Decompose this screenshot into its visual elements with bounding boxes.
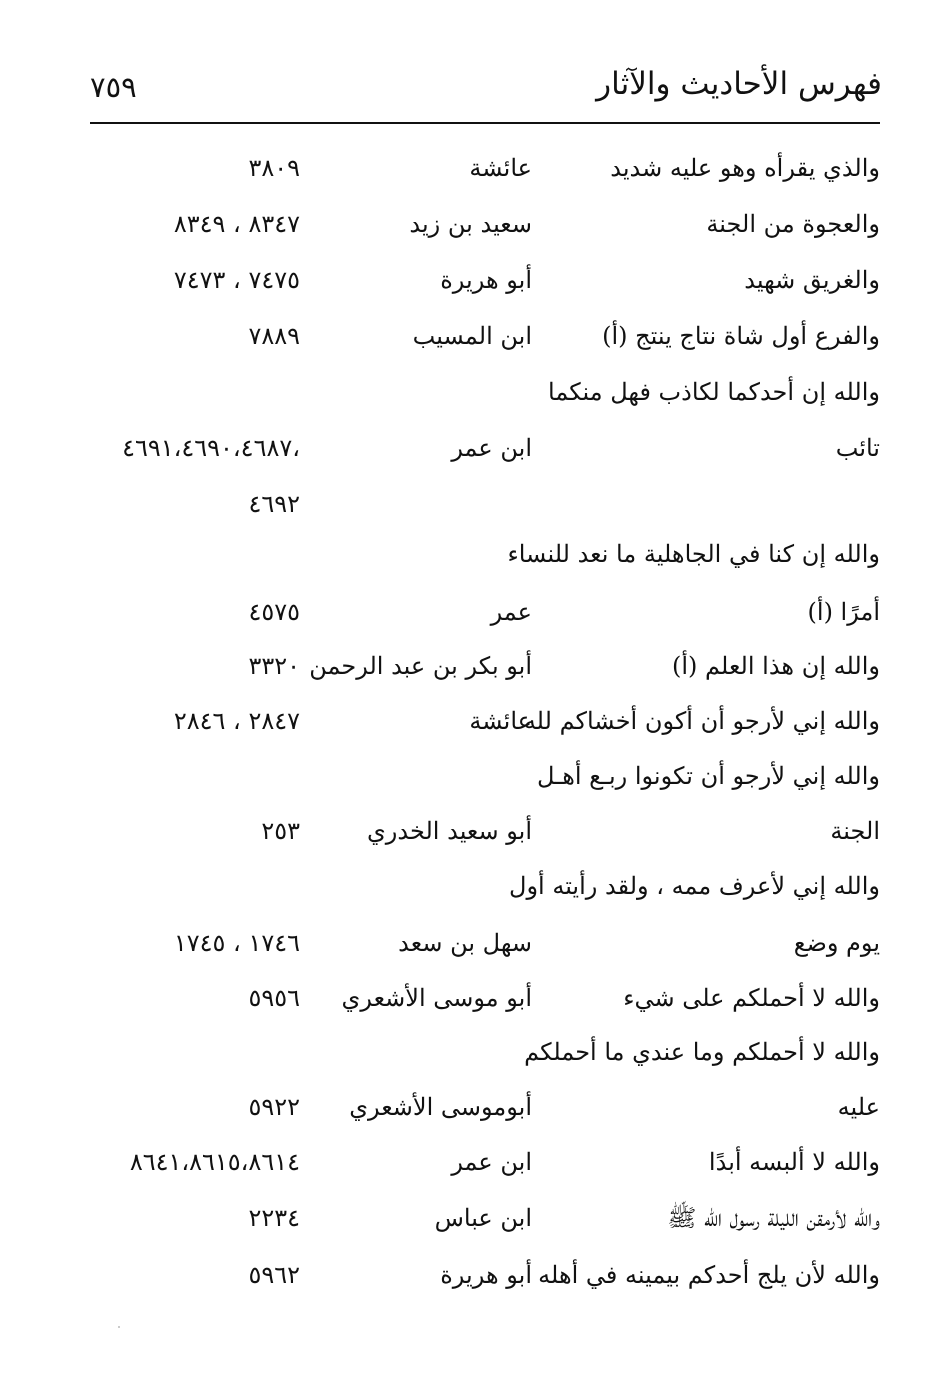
index-row bbox=[0, 1032, 932, 1072]
reference-numbers: ٤٦٩٢ bbox=[248, 490, 300, 518]
narrator: عائشة bbox=[469, 707, 532, 735]
index-row bbox=[0, 592, 932, 632]
scan-speck bbox=[118, 1326, 120, 1328]
hadith-text: والله لأن يلج أحدكم بيمينه في أهله bbox=[538, 1261, 880, 1289]
index-row bbox=[0, 316, 932, 356]
index-row bbox=[0, 978, 932, 1018]
index-row bbox=[0, 701, 932, 741]
index-row bbox=[0, 484, 932, 524]
hadith-text: والله لا ألبسه أبدًا bbox=[708, 1148, 880, 1176]
reference-numbers: ٢٥٣ bbox=[261, 817, 300, 845]
index-row bbox=[0, 811, 932, 851]
hadith-text: تائب bbox=[835, 434, 880, 462]
hadith-text: والله إني لأعرف ممه ، ولقد رأيته أول bbox=[509, 872, 880, 900]
page-title: فهرس الأحاديث والآثار bbox=[596, 66, 882, 102]
reference-numbers: ٢٢٣٤ bbox=[248, 1204, 300, 1232]
hadith-text: والله إن كنا في الجاهلية ما نعد للنساء bbox=[507, 540, 880, 568]
narrator: أبو بكر بن عبد الرحمن bbox=[309, 652, 532, 680]
index-row bbox=[0, 756, 932, 796]
hadith-text: والغريق شهيد bbox=[744, 266, 880, 294]
hadith-text: والذي يقرأه وهو عليه شديد bbox=[610, 154, 880, 182]
index-row bbox=[0, 534, 932, 574]
index-row bbox=[0, 428, 932, 468]
narrator: ابن عباس bbox=[434, 1204, 532, 1232]
narrator: ابن عمر bbox=[451, 434, 532, 462]
reference-numbers: ،٤٦٩١،٤٦٩٠،٤٦٨٧ bbox=[122, 434, 300, 462]
narrator: أبو موسى الأشعري bbox=[341, 984, 532, 1012]
reference-numbers: ٢٨٤٧ ، ٢٨٤٦ bbox=[173, 707, 300, 735]
hadith-text: والله إن هذا العلم (أ) bbox=[672, 652, 880, 680]
reference-numbers: ٧٤٧٥ ، ٧٤٧٣ bbox=[173, 266, 300, 294]
index-row bbox=[0, 372, 932, 412]
index-row bbox=[0, 866, 932, 906]
narrator: ابن عمر bbox=[451, 1148, 532, 1176]
index-row bbox=[0, 1255, 932, 1295]
hadith-text: والفرع أول شاة نتاج ينتج (أ) bbox=[602, 322, 880, 350]
index-row bbox=[0, 260, 932, 300]
reference-numbers: ٥٩٦٢ bbox=[248, 1261, 300, 1289]
reference-numbers: ٣٣٢٠ bbox=[248, 652, 300, 680]
hadith-text: والله إني لأرجو أن أكون أخشاكم لله bbox=[523, 707, 880, 735]
index-row bbox=[0, 1142, 932, 1182]
header-rule bbox=[90, 122, 880, 124]
hadith-text: والله لأرمقن الليلة رسول الله ﷺ bbox=[667, 1204, 880, 1232]
index-row bbox=[0, 1198, 932, 1238]
reference-numbers: ٥٩٢٢ bbox=[248, 1093, 300, 1121]
index-row bbox=[0, 1087, 932, 1127]
index-row bbox=[0, 646, 932, 686]
reference-numbers: ٤٥٧٥ bbox=[248, 598, 300, 626]
index-row bbox=[0, 148, 932, 188]
narrator: ابن المسيب bbox=[412, 322, 532, 350]
reference-numbers: ٨٣٤٧ ، ٨٣٤٩ bbox=[173, 210, 300, 238]
narrator: عمر bbox=[490, 598, 532, 626]
hadith-text: يوم وضع bbox=[793, 929, 880, 957]
hadith-text: أمرًا (أ) bbox=[807, 598, 880, 626]
hadith-text: والله إني لأرجو أن تكونوا ربـع أهـل bbox=[537, 762, 880, 790]
reference-numbers: ١٧٤٦ ، ١٧٤٥ bbox=[173, 929, 300, 957]
hadith-text: والله إن أحدكما لكاذب فهل منكما bbox=[548, 378, 880, 406]
hadith-text: الجنة bbox=[830, 817, 880, 845]
narrator: عائشة bbox=[469, 154, 532, 182]
reference-numbers: ٧٨٨٩ bbox=[248, 322, 300, 350]
hadith-text: عليه bbox=[837, 1093, 880, 1121]
narrator: أبوموسى الأشعري bbox=[349, 1093, 532, 1121]
reference-numbers: ٨٦٤١،٨٦١٥،٨٦١٤ bbox=[129, 1148, 300, 1176]
index-row bbox=[0, 204, 932, 244]
hadith-text: والله لا أحملكم وما عندي ما أحملكم bbox=[524, 1038, 880, 1066]
reference-numbers: ٥٩٥٦ bbox=[248, 984, 300, 1012]
page-number: ٧٥٩ bbox=[90, 70, 137, 104]
index-row bbox=[0, 923, 932, 963]
narrator: أبو سعيد الخدري bbox=[367, 817, 532, 845]
narrator: أبو هريرة bbox=[440, 1261, 532, 1289]
narrator: سعيد بن زيد bbox=[409, 210, 532, 238]
hadith-text: والعجوة من الجنة bbox=[706, 210, 880, 238]
narrator: سهل بن سعد bbox=[398, 929, 532, 957]
reference-numbers: ٣٨٠٩ bbox=[248, 154, 300, 182]
narrator: أبو هريرة bbox=[440, 266, 532, 294]
hadith-text: والله لا أحملكم على شيء bbox=[623, 984, 880, 1012]
